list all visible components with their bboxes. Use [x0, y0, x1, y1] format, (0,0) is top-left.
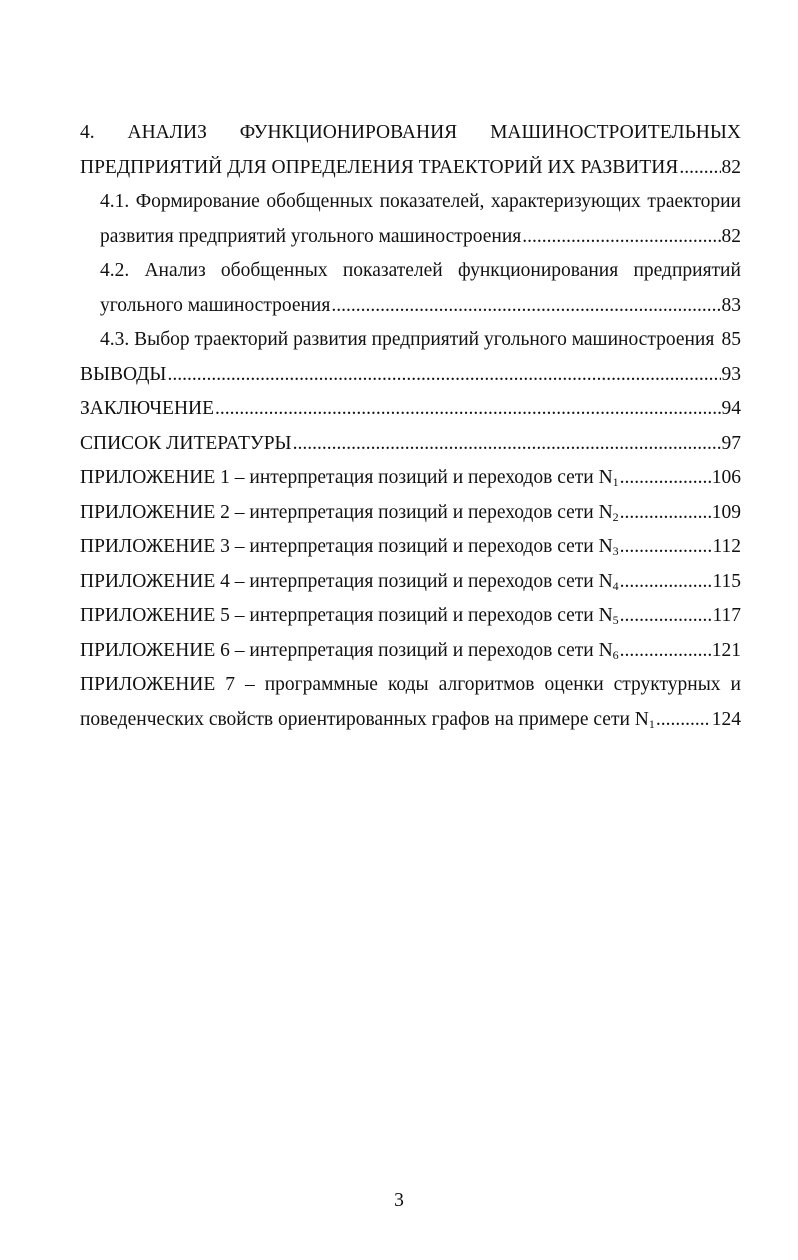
toc-appendix-1[interactable]: [80, 461, 741, 496]
net-subscript: 4: [612, 578, 619, 593]
toc-word: показателей,: [379, 191, 485, 212]
toc-entry-text: СПИСОК ЛИТЕРАТУРЫ: [80, 432, 292, 454]
toc-entry-text: [80, 496, 619, 531]
toc-entry-text: [80, 530, 619, 565]
toc-appendix-7-line2[interactable]: [80, 703, 741, 738]
toc-word: МАШИНОСТРОИТЕЛЬНЫХ: [490, 122, 741, 143]
net-subscript: 6: [612, 647, 619, 662]
toc-appendix-7-line1: [80, 668, 741, 703]
toc-appendix-6[interactable]: [80, 634, 741, 669]
toc-page-number: 93: [721, 363, 741, 385]
toc-entry-text: [80, 461, 619, 496]
toc-page-number: 109: [711, 501, 741, 523]
net-subscript: 1: [648, 716, 655, 731]
dot-leader: [293, 427, 721, 462]
toc-s42-line1: [80, 254, 741, 289]
toc-word: 4.2.: [100, 260, 130, 281]
dot-leader: [620, 461, 711, 496]
toc-word: Анализ: [144, 260, 206, 281]
dot-leader: [167, 358, 720, 393]
toc-word: характеризующих: [490, 191, 641, 212]
toc-entry-text: ВЫВОДЫ: [80, 363, 167, 385]
toc-word: программные: [264, 674, 378, 695]
page-number: 3: [394, 1190, 404, 1211]
toc-page-number: 124: [711, 708, 741, 730]
toc-word: предприятий: [633, 260, 741, 281]
toc-word: структурных: [613, 674, 721, 695]
toc-appendix-3[interactable]: [80, 530, 741, 565]
toc-references[interactable]: [80, 427, 741, 462]
appendix-title: ПРИЛОЖЕНИЕ 4 – интерпретация позиций и переходов сети N: [80, 570, 613, 592]
toc-word: функционирования: [457, 260, 619, 281]
toc-entry-text: ЗАКЛЮЧЕНИЕ: [80, 398, 215, 419]
table-of-contents: [80, 116, 741, 737]
toc-page-number: 82: [721, 156, 741, 178]
toc-word: ФУНКЦИОНИРОВАНИЯ: [239, 122, 458, 143]
appendix-title: ПРИЛОЖЕНИЕ 1 – интерпретация позиций и переходов сети N: [80, 467, 613, 488]
toc-word: траектории: [647, 191, 741, 212]
net-subscript: 1: [612, 475, 619, 489]
toc-word: обобщенных: [266, 191, 374, 212]
dot-leader: [656, 703, 711, 738]
dot-leader: [620, 599, 712, 634]
toc-page-number: 83: [721, 294, 741, 316]
toc-s42-line2[interactable]: [80, 289, 741, 324]
toc-page-number: 115: [712, 570, 741, 592]
appendix-title: ПРИЛОЖЕНИЕ 5 – интерпретация позиций и переходов сети N: [80, 605, 613, 626]
toc-word: –: [245, 674, 255, 695]
appendix-title: поведенческих свойств ориентированных графов на примере сети N: [80, 708, 649, 730]
appendix-title: ПРИЛОЖЕНИЕ 3 – интерпретация позиций и переходов сети N: [80, 536, 613, 557]
toc-s43[interactable]: [80, 323, 741, 358]
toc-s41-line2[interactable]: [80, 220, 741, 255]
dot-leader: [620, 634, 711, 669]
toc-word: 4.1.: [100, 191, 130, 212]
dot-leader: [679, 151, 720, 186]
toc-appendix-2[interactable]: [80, 496, 741, 531]
toc-entry-text: 4.3. Выбор траекторий развития предприятий угольного машиностроения: [100, 329, 715, 350]
dot-leader: [620, 496, 711, 531]
toc-page-number: 112: [712, 536, 741, 557]
toc-final[interactable]: [80, 392, 741, 427]
toc-chapter4-line2[interactable]: [80, 151, 741, 186]
net-subscript: 3: [612, 544, 619, 558]
dot-leader: [215, 392, 720, 427]
toc-appendix-4[interactable]: [80, 565, 741, 600]
toc-s41-line1: [80, 185, 741, 220]
toc-word: АНАЛИЗ: [127, 122, 207, 143]
toc-entry-text: развития предприятий угольного машиностроения: [100, 225, 522, 247]
toc-entry-text: [80, 565, 619, 600]
toc-page-number: 97: [721, 432, 741, 454]
toc-word: ПРИЛОЖЕНИЕ: [80, 674, 216, 695]
toc-word: и: [730, 674, 741, 695]
dot-leader: [331, 289, 720, 324]
toc-page-number: 106: [711, 467, 741, 488]
toc-page-number: 85: [721, 329, 741, 350]
toc-page-number: 117: [712, 605, 741, 626]
toc-word: коды: [387, 674, 429, 695]
toc-page-number: 121: [711, 639, 741, 661]
dot-leader: [522, 220, 720, 255]
appendix-title: ПРИЛОЖЕНИЕ 6 – интерпретация позиций и переходов сети N: [80, 639, 613, 661]
toc-word: алгоритмов: [438, 674, 535, 695]
appendix-title: ПРИЛОЖЕНИЕ 2 – интерпретация позиций и переходов сети N: [80, 501, 613, 523]
toc-page-number: 82: [721, 225, 741, 247]
toc-entry-text: [80, 703, 655, 738]
toc-word: 4.: [80, 122, 95, 143]
toc-word: обобщенных: [220, 260, 328, 281]
toc-entry-text: угольного машиностроения: [100, 294, 331, 316]
toc-appendix-5[interactable]: [80, 599, 741, 634]
toc-entry-text: [80, 599, 619, 634]
toc-word: показателей: [342, 260, 443, 281]
toc-word: Формирование: [135, 191, 260, 212]
net-subscript: 2: [612, 509, 619, 524]
toc-word: 7: [225, 674, 236, 695]
toc-page-number: 94: [721, 398, 741, 419]
toc-entry-text: [80, 634, 619, 669]
toc-conclusions[interactable]: [80, 358, 741, 393]
toc-entry-text: ПРЕДПРИЯТИЙ ДЛЯ ОПРЕДЕЛЕНИЯ ТРАЕКТОРИЙ ИХ РАЗВИТИЯ: [80, 156, 679, 178]
dot-leader: [620, 565, 712, 600]
dot-leader: [620, 530, 712, 565]
toc-chapter4-line1: [80, 116, 741, 151]
net-subscript: 5: [612, 613, 619, 627]
toc-word: оценки: [544, 674, 604, 695]
